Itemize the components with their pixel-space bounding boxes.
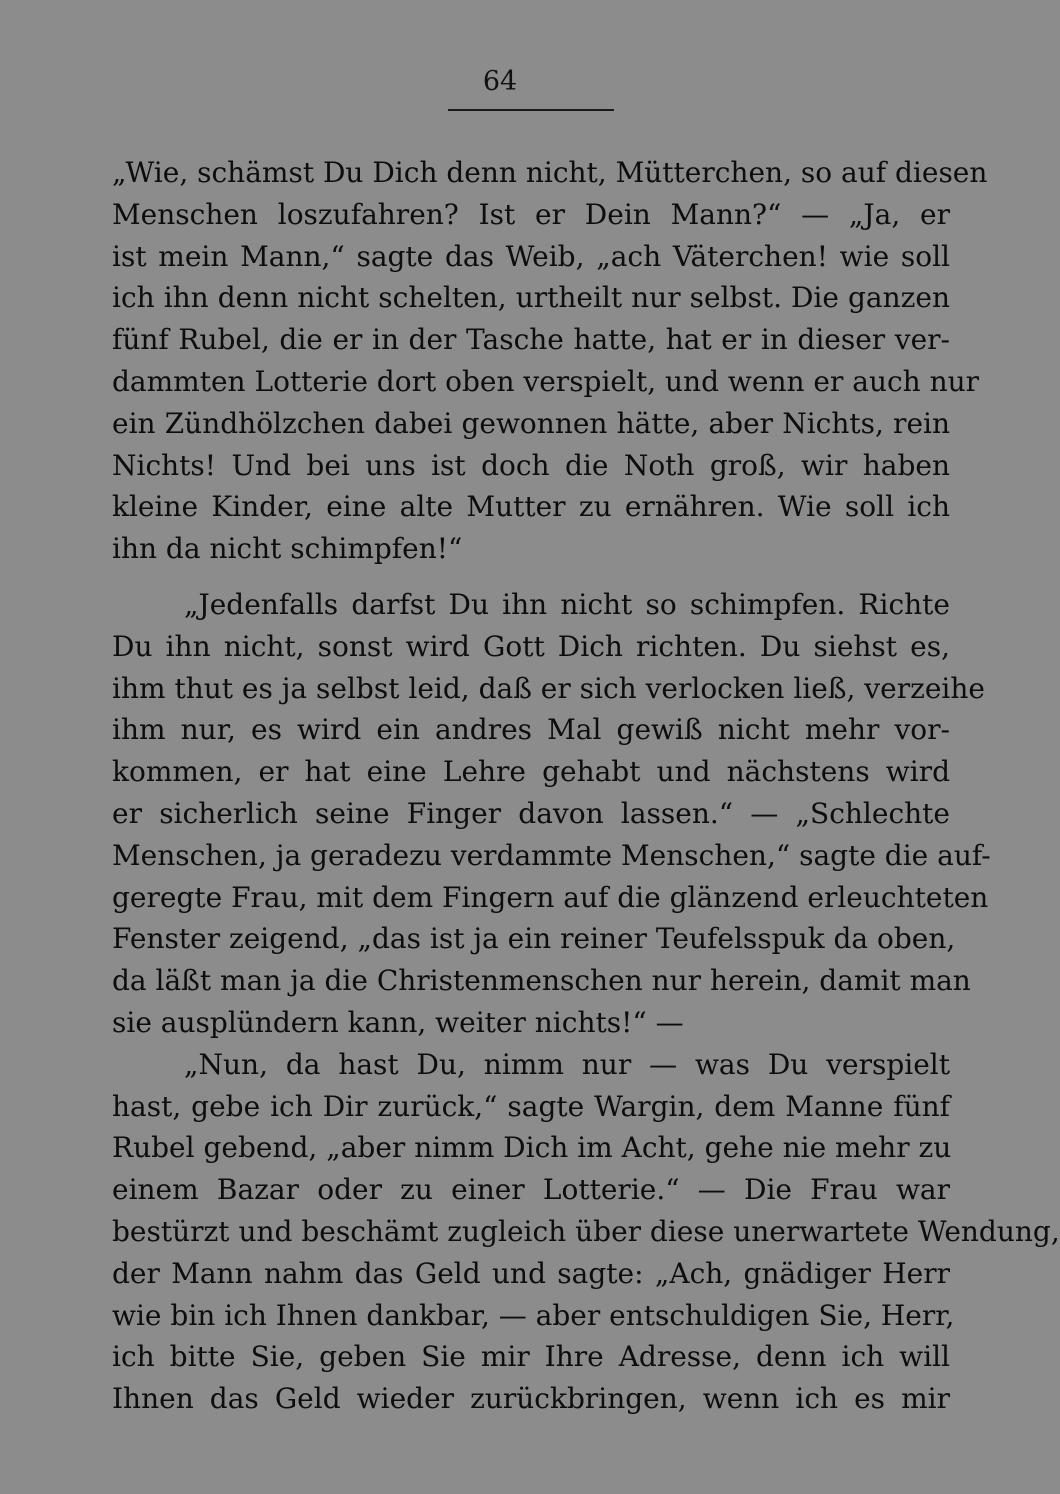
text-line: dammten Lotterie dort oben verspielt, und wenn er auch nur [112,364,980,398]
text-line: Du ihn nicht, sonst wird Gott Dich richten. Du siehst es, [112,629,950,663]
text-line: sie ausplündern kann, weiter nichts!“ — [112,1005,684,1039]
text-line: kommen, er hat eine Lehre gehabt und nächstens wird [112,755,950,789]
header-rule [448,109,614,111]
paragraph-gap [112,570,950,584]
text-line: der Mann nahm das Geld und sagte: „Ach, gnädiger Herr [112,1256,950,1290]
text-line: einem Bazar oder zu einer Lotterie.“ — Die Frau war [112,1173,950,1207]
text-line: er sicherlich seine Finger davon lassen.“ — „Schlechte [112,796,950,830]
text-line: „Wie, schämst Du Dich denn nicht, Mütterchen, so auf diesen [112,156,988,189]
text-line: ein Zündhölzchen dabei gewonnen hätte, aber Nichts, rein [112,406,950,440]
text-line: „Jedenfalls darfst Du ihn nicht so schimpfen. Richte [184,587,950,621]
text-line: fünf Rubel, die er in der Tasche hatte, hat er in dieser ver- [112,323,950,357]
text-line: Ihnen das Geld wieder zurückbringen, wenn ich es mir [112,1382,950,1416]
text-line: hast, gebe ich Dir zurück,“ sagte Wargin, dem Manne fünf [112,1089,950,1123]
text-line: bestürzt und beschämt zugleich über diese unerwartete Wendung, [112,1214,1060,1248]
text-line: geregte Frau, mit dem Fingern auf die glänzend erleuchteten [112,880,989,914]
text-line: Nichts! Und bei uns ist doch die Noth groß, wir haben [112,448,950,482]
text-line: Fenster zeigend, „das ist ja ein reiner Teufelsspuk da oben, [112,922,956,956]
text-line: da läßt man ja die Christenmenschen nur herein, damit man [112,964,971,998]
text-line: wie bin ich Ihnen dankbar, — aber entschuldigen Sie, Herr, [112,1298,955,1332]
body-text [112,152,1060,1420]
text-line: Rubel gebend, „aber nimm Dich im Acht, gehe nie mehr zu [112,1131,952,1165]
text-line: Menschen loszufahren? Ist er Dein Mann?“ — „Ja, er [112,197,950,231]
text-line: ich ihn denn nicht schelten, urtheilt nur selbst. Die ganzen [112,281,950,315]
text-line: ihn da nicht schimpfen!“ [112,532,463,566]
page-number: 64 [482,66,518,97]
text-line: kleine Kinder, eine alte Mutter zu ernähren. Wie soll ich [112,490,950,524]
text-line: ich bitte Sie, geben Sie mir Ihre Adresse, denn ich will [112,1340,950,1374]
text-line: Menschen, ja geradezu verdammte Menschen,“ sagte die auf- [112,838,991,872]
text-line: ist mein Mann,“ sagte das Weib, „ach Väterchen! wie soll [112,239,950,273]
text-line: ihm nur, es wird ein andres Mal gewiß nicht mehr vor- [112,713,950,747]
text-line: „Nun, da hast Du, nimm nur — was Du verspielt [184,1047,950,1081]
text-line: ihm thut es ja selbst leid, daß er sich verlocken ließ, verzeihe [112,671,985,705]
